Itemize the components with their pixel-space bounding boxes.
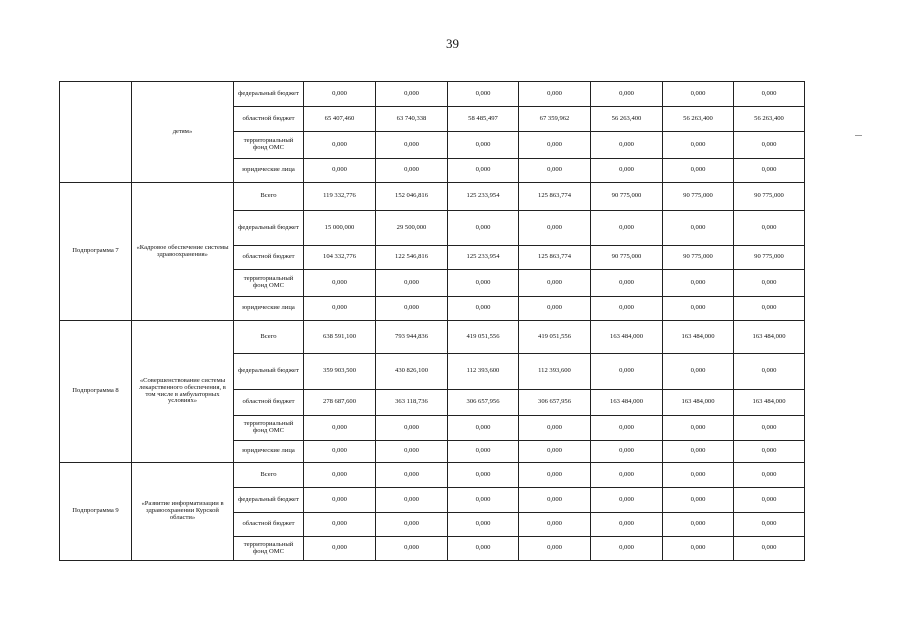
amount-cell: 0,000 (519, 441, 591, 463)
amount-cell: 0,000 (734, 416, 805, 441)
amount-cell: 0,000 (448, 132, 519, 159)
funding-source-cell: юридические лица (234, 441, 304, 463)
amount-cell: 0,000 (734, 211, 805, 246)
amount-cell: 0,000 (304, 488, 376, 513)
amount-cell: 122 546,816 (376, 246, 448, 270)
amount-cell: 0,000 (591, 354, 663, 390)
subprogram-name-cell: «Совершенствование системы лекарственного обеспечения, в том числе в амбулаторных условиях» (132, 321, 234, 463)
subprogram-name-cell: детям» (132, 82, 234, 183)
amount-cell: 29 500,000 (376, 211, 448, 246)
amount-cell: 0,000 (591, 416, 663, 441)
amount-cell: 0,000 (376, 463, 448, 488)
subprogram-name-cell: «Развитие информатизации в здравоохранении Курской области» (132, 463, 234, 561)
amount-cell: 0,000 (304, 82, 376, 107)
amount-cell: 0,000 (591, 441, 663, 463)
amount-cell: 0,000 (519, 513, 591, 537)
subprogram-cell (60, 82, 132, 183)
amount-cell: 163 484,000 (591, 321, 663, 354)
amount-cell: 0,000 (591, 82, 663, 107)
amount-cell: 0,000 (519, 416, 591, 441)
amount-cell: 0,000 (519, 82, 591, 107)
amount-cell: 0,000 (734, 537, 805, 561)
amount-cell: 0,000 (304, 132, 376, 159)
amount-cell: 90 775,000 (591, 183, 663, 211)
amount-cell: 419 051,556 (448, 321, 519, 354)
funding-source-cell: территориальный фонд ОМС (234, 132, 304, 159)
amount-cell: 0,000 (591, 488, 663, 513)
budget-table-body (60, 82, 805, 561)
amount-cell: 112 393,600 (448, 354, 519, 390)
amount-cell: 90 775,000 (734, 183, 805, 211)
amount-cell: 0,000 (663, 270, 734, 297)
funding-source-cell: территориальный фонд ОМС (234, 270, 304, 297)
funding-source-cell: юридические лица (234, 159, 304, 183)
amount-cell: 0,000 (734, 297, 805, 321)
subprogram-name-cell: «Кадровое обеспечение системы здравоохранения» (132, 183, 234, 321)
amount-cell: 56 263,400 (591, 107, 663, 132)
amount-cell: 0,000 (448, 537, 519, 561)
amount-cell: 0,000 (663, 463, 734, 488)
amount-cell: 104 332,776 (304, 246, 376, 270)
amount-cell: 0,000 (376, 537, 448, 561)
amount-cell: 0,000 (448, 159, 519, 183)
amount-cell: 0,000 (663, 416, 734, 441)
amount-cell: 119 332,776 (304, 183, 376, 211)
amount-cell: 0,000 (519, 463, 591, 488)
amount-cell: 0,000 (376, 159, 448, 183)
funding-source-cell: территориальный фонд ОМС (234, 537, 304, 561)
amount-cell: 0,000 (663, 132, 734, 159)
amount-cell: 0,000 (663, 537, 734, 561)
amount-cell: 0,000 (663, 297, 734, 321)
amount-cell: 163 484,000 (591, 390, 663, 416)
amount-cell: 0,000 (591, 537, 663, 561)
amount-cell: 163 484,000 (734, 321, 805, 354)
amount-cell: 0,000 (448, 513, 519, 537)
table-row (60, 321, 805, 354)
amount-cell: 419 051,556 (519, 321, 591, 354)
amount-cell: 0,000 (663, 211, 734, 246)
funding-source-cell: федеральный бюджет (234, 488, 304, 513)
amount-cell: 793 944,836 (376, 321, 448, 354)
amount-cell: 0,000 (519, 537, 591, 561)
amount-cell: 56 263,400 (663, 107, 734, 132)
funding-source-cell: областной бюджет (234, 513, 304, 537)
funding-source-cell: федеральный бюджет (234, 211, 304, 246)
amount-cell: 0,000 (663, 513, 734, 537)
amount-cell: 152 046,816 (376, 183, 448, 211)
table-row (60, 183, 805, 211)
amount-cell: 15 000,000 (304, 211, 376, 246)
amount-cell: 67 359,962 (519, 107, 591, 132)
amount-cell: 0,000 (734, 270, 805, 297)
funding-source-cell: областной бюджет (234, 107, 304, 132)
amount-cell: 0,000 (376, 513, 448, 537)
amount-cell: 0,000 (304, 463, 376, 488)
amount-cell: 0,000 (376, 297, 448, 321)
amount-cell: 90 775,000 (663, 183, 734, 211)
amount-cell: 0,000 (304, 416, 376, 441)
amount-cell: 0,000 (591, 211, 663, 246)
amount-cell: 0,000 (376, 488, 448, 513)
amount-cell: 430 826,100 (376, 354, 448, 390)
amount-cell: 125 863,774 (519, 246, 591, 270)
amount-cell: 163 484,000 (663, 321, 734, 354)
amount-cell: 0,000 (376, 270, 448, 297)
amount-cell: 0,000 (304, 270, 376, 297)
amount-cell: 112 393,600 (519, 354, 591, 390)
table-row (60, 82, 805, 107)
amount-cell: 0,000 (304, 441, 376, 463)
amount-cell: 359 903,500 (304, 354, 376, 390)
amount-cell: 163 484,000 (734, 390, 805, 416)
amount-cell: 65 407,460 (304, 107, 376, 132)
amount-cell: 90 775,000 (734, 246, 805, 270)
amount-cell: 0,000 (734, 354, 805, 390)
amount-cell: 0,000 (448, 488, 519, 513)
amount-cell: 638 591,100 (304, 321, 376, 354)
amount-cell: 125 863,774 (519, 183, 591, 211)
amount-cell: 163 484,000 (663, 390, 734, 416)
funding-source-cell: областной бюджет (234, 390, 304, 416)
amount-cell: 125 233,954 (448, 183, 519, 211)
subprogram-cell: Подпрограмма 7 (60, 183, 132, 321)
funding-source-cell: федеральный бюджет (234, 354, 304, 390)
amount-cell: 0,000 (663, 159, 734, 183)
amount-cell: 0,000 (376, 441, 448, 463)
amount-cell: 0,000 (663, 441, 734, 463)
amount-cell: 0,000 (734, 82, 805, 107)
amount-cell: 90 775,000 (663, 246, 734, 270)
amount-cell: 0,000 (448, 211, 519, 246)
amount-cell: 0,000 (448, 270, 519, 297)
amount-cell: 0,000 (448, 463, 519, 488)
amount-cell: 0,000 (304, 513, 376, 537)
subprogram-cell: Подпрограмма 9 (60, 463, 132, 561)
amount-cell: 0,000 (519, 270, 591, 297)
amount-cell: 58 485,497 (448, 107, 519, 132)
amount-cell: 0,000 (519, 297, 591, 321)
amount-cell: 0,000 (734, 441, 805, 463)
amount-cell: 278 687,600 (304, 390, 376, 416)
amount-cell: 0,000 (448, 82, 519, 107)
funding-source-cell: юридические лица (234, 297, 304, 321)
amount-cell: 63 740,338 (376, 107, 448, 132)
amount-cell: 0,000 (591, 297, 663, 321)
amount-cell: 0,000 (519, 488, 591, 513)
amount-cell: 0,000 (734, 463, 805, 488)
amount-cell: 0,000 (591, 270, 663, 297)
funding-source-cell: территориальный фонд ОМС (234, 416, 304, 441)
funding-source-cell: Всего (234, 321, 304, 354)
funding-source-cell: федеральный бюджет (234, 82, 304, 107)
amount-cell: 0,000 (734, 132, 805, 159)
page-number: 39 (446, 36, 459, 51)
amount-cell: 0,000 (448, 416, 519, 441)
amount-cell: 125 233,954 (448, 246, 519, 270)
amount-cell: 0,000 (663, 354, 734, 390)
amount-cell: 0,000 (519, 132, 591, 159)
amount-cell: 363 118,736 (376, 390, 448, 416)
amount-cell: 0,000 (591, 513, 663, 537)
amount-cell: 0,000 (663, 82, 734, 107)
amount-cell: 0,000 (519, 211, 591, 246)
amount-cell: 0,000 (304, 537, 376, 561)
amount-cell: 56 263,400 (734, 107, 805, 132)
amount-cell: 0,000 (376, 82, 448, 107)
scan-mark (855, 135, 862, 136)
budget-table (59, 81, 805, 561)
funding-source-cell: Всего (234, 463, 304, 488)
amount-cell: 0,000 (448, 441, 519, 463)
amount-cell: 0,000 (304, 297, 376, 321)
amount-cell: 0,000 (663, 488, 734, 513)
amount-cell: 0,000 (448, 297, 519, 321)
amount-cell: 0,000 (591, 132, 663, 159)
amount-cell: 0,000 (591, 463, 663, 488)
amount-cell: 306 657,956 (448, 390, 519, 416)
amount-cell: 306 657,956 (519, 390, 591, 416)
amount-cell: 0,000 (519, 159, 591, 183)
table-row (60, 463, 805, 488)
amount-cell: 0,000 (734, 488, 805, 513)
amount-cell: 0,000 (734, 159, 805, 183)
funding-source-cell: Всего (234, 183, 304, 211)
amount-cell: 0,000 (734, 513, 805, 537)
subprogram-cell: Подпрограмма 8 (60, 321, 132, 463)
amount-cell: 0,000 (376, 132, 448, 159)
amount-cell: 90 775,000 (591, 246, 663, 270)
amount-cell: 0,000 (304, 159, 376, 183)
funding-source-cell: областной бюджет (234, 246, 304, 270)
amount-cell: 0,000 (591, 159, 663, 183)
amount-cell: 0,000 (376, 416, 448, 441)
